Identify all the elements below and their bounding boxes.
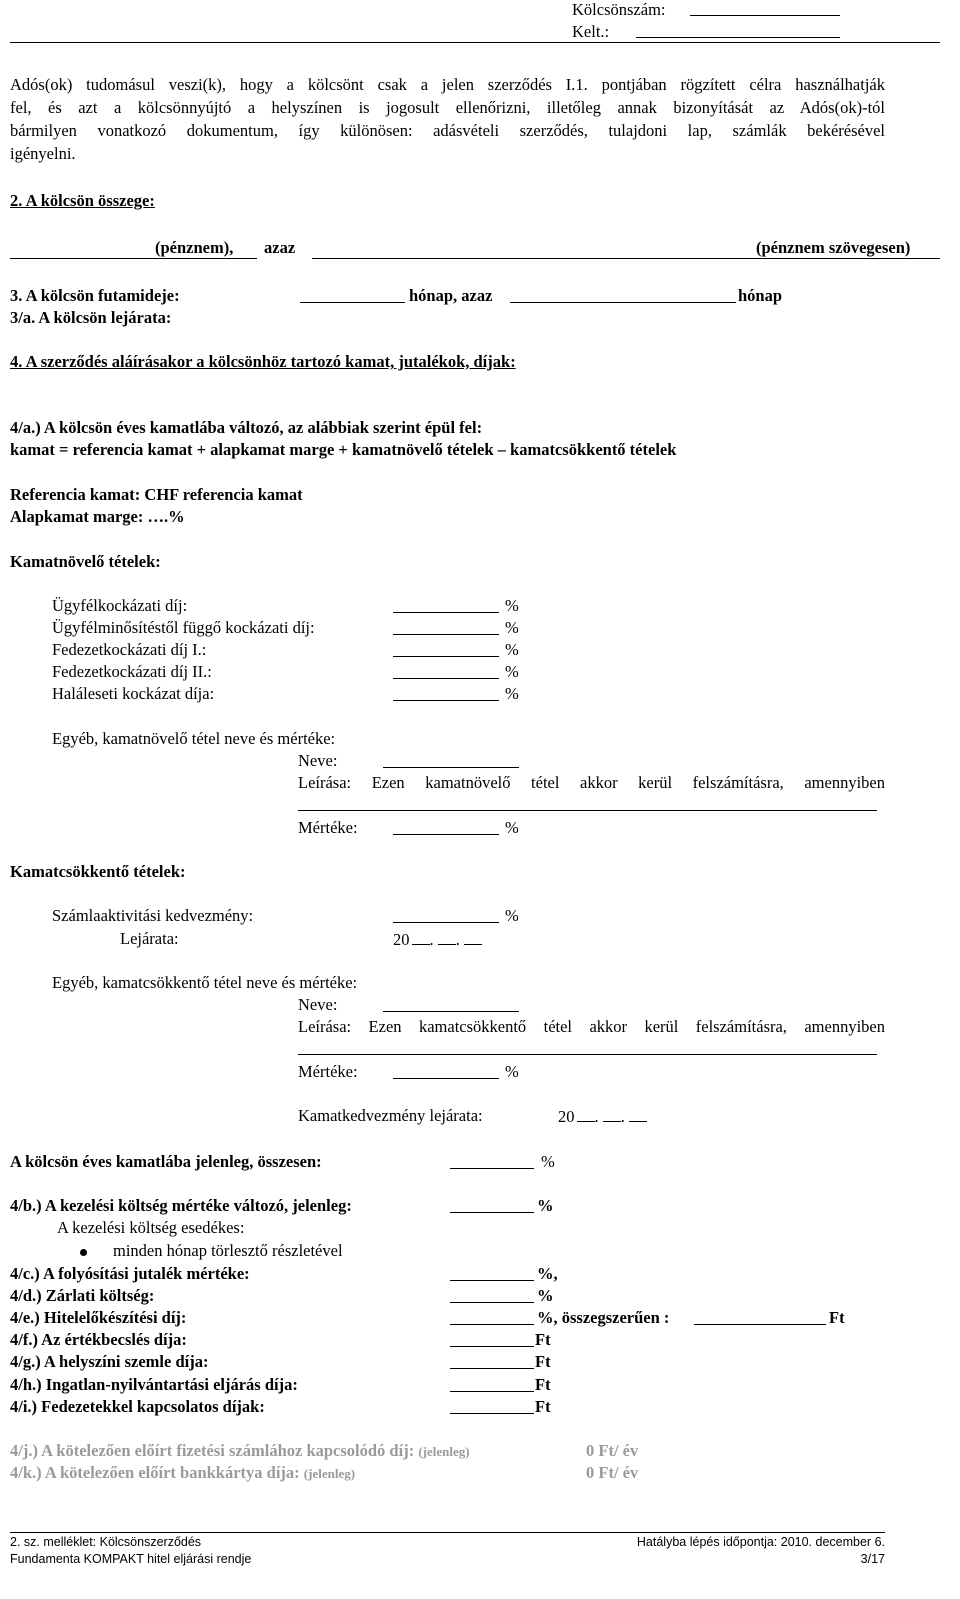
discount-expiry-field[interactable]: 20 . . bbox=[558, 1106, 647, 1127]
amount-words-field[interactable] bbox=[312, 258, 940, 259]
term-months-words-field[interactable] bbox=[510, 302, 736, 303]
reference-rate: Referencia kamat: CHF referencia kamat bbox=[10, 485, 303, 504]
account-fee-row bbox=[10, 1441, 470, 1461]
loan-number-field[interactable] bbox=[690, 15, 840, 16]
amount-field[interactable] bbox=[10, 258, 257, 259]
inspection-fee-label: 4/g.) A helyszíni szemle díja: bbox=[10, 1352, 209, 1371]
pct-sign: % bbox=[505, 662, 519, 681]
ft-label: Ft bbox=[535, 1375, 551, 1394]
account-fee-label: 4/j.) A kötelezően előírt fizetési számlához kapcsolódó díj: bbox=[10, 1441, 415, 1460]
registry-fee-label: 4/h.) Ingatlan-nyilvántartási eljárás díja: bbox=[10, 1375, 298, 1394]
footer-left-1: 2. sz. melléklet: Kölcsönszerződés bbox=[10, 1535, 202, 1549]
prep-fee-suffix: %, összegszerűen : bbox=[537, 1308, 670, 1327]
collateral-fee-label: 4/i.) Fedezetekkel kapcsolatos díjak: bbox=[10, 1397, 265, 1416]
decreasing-name-field[interactable] bbox=[383, 1011, 519, 1012]
footer-divider bbox=[10, 1532, 885, 1533]
increasing-rate-label: Mértéke: bbox=[298, 818, 358, 837]
prep-fee-amount-field[interactable] bbox=[694, 1324, 826, 1325]
pct-sign: % bbox=[505, 1062, 519, 1081]
year-prefix: 20 bbox=[393, 930, 410, 949]
decreasing-rate-label: Mértéke: bbox=[298, 1062, 358, 1081]
intro-line-2: fel, és azt a kölcsönnyújtó a helyszínen is jogosult ellenőrizni, illetőleg annak bizonyítását az Adós(ok)-tól bbox=[10, 98, 885, 117]
decreasing-other-heading: Egyéb, kamatcsökkentő tétel neve és mértéke: bbox=[52, 973, 358, 992]
increasing-heading: Kamatnövelő tételek: bbox=[10, 552, 161, 571]
increasing-item-label: Ügyfélkockázati díj: bbox=[52, 596, 188, 615]
decreasing-heading: Kamatcsökkentő tételek: bbox=[10, 862, 186, 881]
registry-fee-field[interactable] bbox=[450, 1391, 534, 1392]
collateral-fee-field[interactable] bbox=[450, 1413, 534, 1414]
disbursement-fee-field[interactable] bbox=[450, 1280, 534, 1281]
card-fee-row bbox=[10, 1463, 355, 1483]
disbursement-suffix: %, bbox=[537, 1264, 558, 1283]
discount-expiry-label: Kamatkedvezmény lejárata: bbox=[298, 1106, 483, 1125]
ft-label: Ft bbox=[535, 1397, 551, 1416]
pct-sign: % bbox=[505, 906, 519, 925]
currency-label: (pénznem), bbox=[155, 238, 234, 257]
account-activity-field[interactable] bbox=[393, 922, 499, 923]
currency-words-label: (pénznem szövegesen) bbox=[756, 238, 911, 257]
total-rate-label: A kölcsön éves kamatlába jelenleg, összesen: bbox=[10, 1152, 322, 1171]
increasing-name-field[interactable] bbox=[383, 767, 519, 768]
admin-due-item-text: minden hónap törlesztő részletével bbox=[113, 1241, 343, 1260]
prep-fee-label: 4/e.) Hitelelőkészítési díj: bbox=[10, 1308, 187, 1327]
decreasing-desc-field[interactable] bbox=[298, 1054, 877, 1055]
admin-due-label: A kezelési költség esedékes: bbox=[57, 1218, 245, 1237]
maturity-label: 3/a. A kölcsön lejárata: bbox=[10, 308, 172, 327]
date-label: Kelt.: bbox=[572, 22, 610, 41]
year-prefix: 20 bbox=[558, 1107, 575, 1126]
valuation-fee-label: 4/f.) Az értékbecslés díja: bbox=[10, 1330, 187, 1349]
decreasing-rate-field[interactable] bbox=[393, 1078, 499, 1079]
increasing-rate-field[interactable] bbox=[393, 834, 499, 835]
header-divider bbox=[10, 42, 940, 43]
ft-label: Ft bbox=[829, 1308, 845, 1327]
ft-label: Ft bbox=[535, 1330, 551, 1349]
azaz-label: azaz bbox=[264, 238, 296, 257]
intro-line-4: igényelni. bbox=[10, 144, 76, 163]
term-month-label: hónap bbox=[738, 286, 783, 305]
expiry-date-field[interactable]: 20 . . bbox=[393, 929, 482, 950]
increasing-item-label: Fedezetkockázati díj I.: bbox=[52, 640, 207, 659]
pct-sign: % bbox=[537, 1286, 554, 1305]
inspection-fee-field[interactable] bbox=[450, 1368, 534, 1369]
pct-sign: % bbox=[505, 640, 519, 659]
account-fee-note: (jelenleg) bbox=[418, 1444, 470, 1459]
pct-sign: % bbox=[505, 684, 519, 703]
card-fee-value: 0 Ft/ év bbox=[586, 1463, 639, 1482]
amount-heading: 2. A kölcsön összege: bbox=[10, 191, 155, 210]
decreasing-desc-label: Leírása: Ezen kamatcsökkentő tétel akkor kerül felszámításra, amennyiben bbox=[298, 1017, 885, 1036]
intro-line-3: bármilyen vonatkozó dokumentum, így különösen: adásvételi szerződés, tulajdoni lap, számlák bekérésével bbox=[10, 121, 885, 140]
date-field[interactable] bbox=[636, 37, 840, 38]
term-month-azaz: hónap, azaz bbox=[409, 286, 493, 305]
increasing-desc-label: Leírása: Ezen kamatnövelő tétel akkor kerül felszámításra, amennyiben bbox=[298, 773, 885, 792]
footer-left-2: Fundamenta KOMPAKT hitel eljárási rendje bbox=[10, 1552, 252, 1566]
bullet-icon bbox=[80, 1249, 87, 1256]
interest-line-1: 4/a.) A kölcsön éves kamatlába változó, az alábbiak szerint épül fel: bbox=[10, 418, 483, 437]
increasing-item-label: Fedezetkockázati díj II.: bbox=[52, 662, 212, 681]
increasing-desc-field[interactable] bbox=[298, 810, 877, 811]
increasing-item-field[interactable] bbox=[393, 678, 499, 679]
ft-label: Ft bbox=[535, 1352, 551, 1371]
term-heading: 3. A kölcsön futamideje: bbox=[10, 286, 180, 305]
valuation-fee-field[interactable] bbox=[450, 1346, 534, 1347]
increasing-item-label: Haláleseti kockázat díja: bbox=[52, 684, 215, 703]
increasing-item-field[interactable] bbox=[393, 656, 499, 657]
admin-fee-field[interactable] bbox=[450, 1212, 534, 1213]
decreasing-name-label: Neve: bbox=[298, 995, 338, 1014]
account-fee-value: 0 Ft/ év bbox=[586, 1441, 639, 1460]
increasing-name-label: Neve: bbox=[298, 751, 338, 770]
closing-fee-label: 4/d.) Zárlati költség: bbox=[10, 1286, 155, 1305]
increasing-other-heading: Egyéb, kamatnövelő tétel neve és mértéke: bbox=[52, 729, 336, 748]
total-rate-field[interactable] bbox=[450, 1168, 534, 1169]
closing-fee-field[interactable] bbox=[450, 1302, 534, 1303]
card-fee-label: 4/k.) A kötelezően előírt bankkártya díja: bbox=[10, 1463, 300, 1482]
increasing-item-field[interactable] bbox=[393, 700, 499, 701]
pct-sign: % bbox=[537, 1196, 554, 1215]
card-fee-note: (jelenleg) bbox=[303, 1466, 356, 1481]
pct-sign: % bbox=[505, 596, 519, 615]
interest-formula: kamat = referencia kamat + alapkamat marge + kamatnövelő tételek – kamatcsökkentő tételek bbox=[10, 440, 677, 459]
page-number: 3/17 bbox=[860, 1552, 885, 1566]
intro-line-1: Adós(ok) tudomásul veszi(k), hogy a kölcsönt csak a jelen szerződés I.1. pontjában rögzített célra használhatják bbox=[10, 75, 885, 94]
expiry-label: Lejárata: bbox=[120, 929, 179, 948]
loan-number-label: Kölcsönszám: bbox=[572, 0, 666, 19]
pct-sign: % bbox=[505, 818, 519, 837]
term-months-field[interactable] bbox=[300, 302, 405, 303]
pct-sign: % bbox=[541, 1152, 555, 1171]
increasing-item-label: Ügyfélminősítéstől függő kockázati díj: bbox=[52, 618, 315, 637]
pct-sign: % bbox=[505, 618, 519, 637]
base-margin: Alapkamat marge: ….% bbox=[10, 507, 185, 526]
admin-fee-label: 4/b.) A kezelési költség mértéke változó, jelenleg: bbox=[10, 1196, 352, 1215]
footer-right-1: Hatályba lépés időpontja: 2010. december 6. bbox=[636, 1535, 885, 1549]
increasing-item-field[interactable] bbox=[393, 612, 499, 613]
account-activity-label: Számlaaktivitási kedvezmény: bbox=[52, 906, 254, 925]
admin-due-item bbox=[80, 1241, 343, 1261]
disbursement-fee-label: 4/c.) A folyósítási jutalék mértéke: bbox=[10, 1264, 250, 1283]
prep-fee-field[interactable] bbox=[450, 1324, 534, 1325]
fees-heading: 4. A szerződés aláírásakor a kölcsönhöz tartozó kamat, jutalékok, díjak: bbox=[10, 352, 516, 371]
increasing-item-field[interactable] bbox=[393, 634, 499, 635]
